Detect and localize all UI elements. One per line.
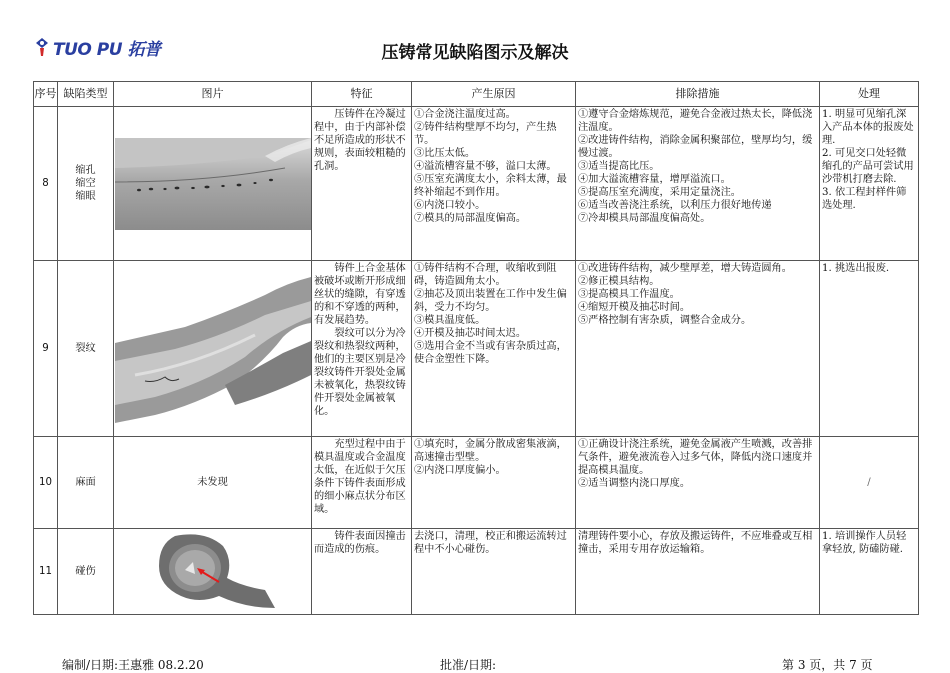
- row-measure: ①改进铸件结构，减少壁厚差，增大铸造圆角。 ②修正模具结构。 ③提高模具工作温度。 ④缩短开模及抽芯时间。 ⑤严格控制有害杂质，调整合金成分。: [576, 261, 820, 437]
- row-seq: 9: [34, 261, 58, 437]
- row-cause: 去浇口，清理，校正和搬运流转过程中不小心碰伤。: [412, 529, 576, 615]
- row-measure: ①遵守合金熔炼规范，避免合金液过热太长，降低浇注温度。 ②改进铸件结构，消除金属积聚部位，壁厚均匀，缓慢过渡。 ③适当提高比压。 ④加大溢流槽容量，增厚溢流口。 ⑤提高压室充满度，采用定量浇注。 ⑥适当改善浇注系统，以利压力很好地传递 ⑦冷却模具局部温度偏高处。: [576, 107, 820, 261]
- table-row: [34, 529, 919, 615]
- feature-text: 铸件上合金基体被破坏或断开形成细丝状的缝隙，有穿透的和不穿透的两种，有发展趋势。 裂纹可以分为冷裂纹和热裂纹两种，他们的主要区别是冷裂纹铸件开裂处金属未被氧化，热裂纹铸件开裂处金属被氧化。: [314, 263, 406, 417]
- row-handling: 1. 明显可见缩孔深入产品本体的报废处理. 2. 可见交口处轻微缩孔的产品可尝试用沙带机打磨去除. 3. 依工程封样件筛选处理.: [820, 107, 919, 261]
- header-image: 图片: [114, 82, 312, 107]
- row-measure: 清理铸件要小心，存放及搬运铸件，不应堆叠或互相撞击，采用专用存放运输箱。: [576, 529, 820, 615]
- row-feature: [312, 107, 412, 261]
- row-cause: ①铸件结构不合理，收缩收到阻碍，铸造圆角太小。 ②抽芯及顶出装置在工作中发生偏斜，受力不均匀。 ③模具温度低。 ④开模及抽芯时间太迟。 ⑤选用合金不当或有害杂质过高，使合金塑性下降。: [412, 261, 576, 437]
- table-row: [34, 437, 919, 529]
- header-handling: 处理: [820, 82, 919, 107]
- feature-text: 铸件表面因撞击而造成的伤痕。: [314, 531, 406, 555]
- row-type: 裂纹: [58, 261, 114, 437]
- row-cause: ①合金浇注温度过高。 ②铸件结构壁厚不均匀，产生热节。 ③比压太低。 ④溢流槽容量不够，溢口太薄。 ⑤压室充满度太小，余料太薄，最终补缩起不到作用。 ⑥内浇口较小。 ⑦模具的局部温度偏高。: [412, 107, 576, 261]
- image-not-found: 未发现: [114, 437, 312, 529]
- row-handling: /: [820, 437, 919, 529]
- page-title: 压铸常见缺陷图示及解决: [381, 43, 569, 63]
- table-header-row: [34, 82, 919, 107]
- shrinkage-photo: [114, 107, 312, 261]
- row-type: 碰伤: [58, 529, 114, 615]
- row-cause: ①填充时，金属分散成密集液滴，高速撞击型壁。 ②内浇口厚度偏小。: [412, 437, 576, 529]
- row-seq: 8: [34, 107, 58, 261]
- header-feature: 特征: [312, 82, 412, 107]
- row-feature: [312, 261, 412, 437]
- footer-page: 第 3 页，共 7 页: [782, 658, 873, 672]
- row-seq: 10: [34, 437, 58, 529]
- row-type: 缩孔 缩空 缩眼: [58, 107, 114, 261]
- footer-editor: 编制/日期:王惠雅 08.2.20: [62, 658, 204, 672]
- footer-approver: 批准/日期:: [440, 658, 497, 672]
- header-measure: 排除措施: [576, 82, 820, 107]
- row-feature: [312, 529, 412, 615]
- row-handling: 1. 培训操作人员轻拿轻放, 防磕防碰.: [820, 529, 919, 615]
- feature-text: 充型过程中由于模具温度或合金温度太低，在近似于欠压条件下铸件表面形成的细小麻点状分布区域。: [314, 439, 406, 515]
- row-feature: [312, 437, 412, 529]
- table-row: [34, 261, 919, 437]
- table-row: [34, 107, 919, 261]
- header-type: 缺陷类型: [58, 82, 114, 107]
- row-handling: 1. 挑选出报废.: [820, 261, 919, 437]
- dent-photo: [114, 529, 312, 615]
- row-measure: ①正确设计浇注系统，避免金属液产生喷溅，改善排气条件，避免液流卷入过多气体，降低内浇口速度并提高模具温度。 ②适当调整内浇口厚度。: [576, 437, 820, 529]
- crack-photo: [114, 261, 312, 437]
- feature-text: 压铸件在冷凝过程中，由于内部补偿不足所造成的形状不规则，表面较粗糙的孔洞。: [314, 109, 406, 172]
- row-seq: 11: [34, 529, 58, 615]
- row-type: 麻面: [58, 437, 114, 529]
- header-cause: 产生原因: [412, 82, 576, 107]
- header-seq: 序号: [34, 82, 58, 107]
- logo-text: TUO PU 拓普: [53, 39, 161, 60]
- defects-table: [33, 81, 919, 615]
